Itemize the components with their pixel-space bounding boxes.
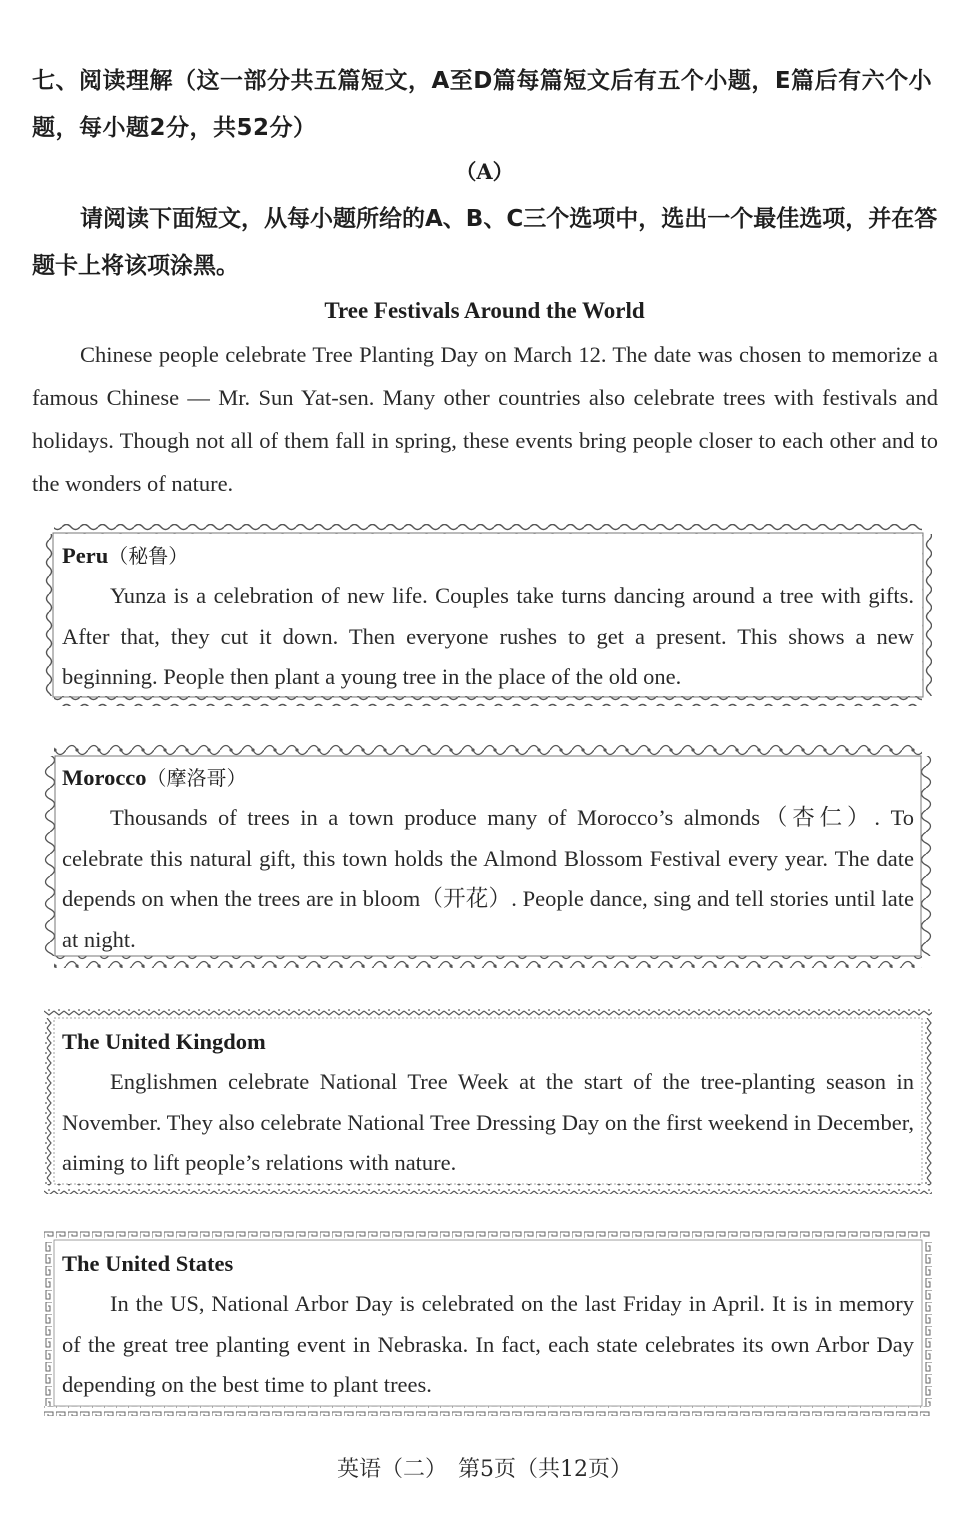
us-box bbox=[44, 1230, 932, 1416]
peru-title-cn: （秘鲁） bbox=[108, 544, 189, 568]
morocco-title-en: Morocco bbox=[62, 765, 147, 790]
us-title: The United States bbox=[62, 1251, 234, 1276]
article-title: Tree Festivals Around the World bbox=[324, 298, 645, 323]
peru-title-en: Peru bbox=[62, 543, 109, 568]
page-footer: 英语（二） 第5页（共12页） bbox=[337, 1457, 632, 1482]
morocco-title-cn: （摩洛哥） bbox=[146, 766, 247, 790]
section-heading: 七、阅读理解（这一部分共五篇短文，A至D篇每篇短文后有五个小题，E篇后有六个小题，每小题2分，共52分） bbox=[32, 68, 933, 141]
morocco-title bbox=[62, 758, 914, 798]
part-label: （A） bbox=[455, 159, 514, 184]
intro-paragraph: Chinese people celebrate Tree Planting Day on March 12. The date was chosen to memorize a famous Chinese — Mr. Sun Yat-sen. Many other countries also celebrate trees with festivals and holidays. Though not all of them fall in spring, these events bring people closer to each other and to the wonders of nature. bbox=[32, 342, 938, 496]
uk-box bbox=[44, 1008, 932, 1194]
peru-box bbox=[44, 522, 932, 708]
peru-title bbox=[62, 536, 914, 576]
uk-text: Englishmen celebrate National Tree Week at the start of the tree-planting season in November. They also celebrate National Tree Dressing Day on the first weekend in December, aiming to lift people’s relations with nature. bbox=[62, 1069, 914, 1175]
morocco-text: Thousands of trees in a town produce many of Morocco’s almonds（杏仁）. To celebrate this natural gift, this town holds the Almond Blossom Festival every year. The date depends on when the trees are in bloom（开花）. People dance, sing and tell stories until late at night. bbox=[62, 805, 914, 952]
peru-text: Yunza is a celebration of new life. Couples take turns dancing around a tree with gifts. After that, they cut it down. Then everyone rushes to get a present. This shows a new beginning. People then plant a young tree in the place of the old one. bbox=[62, 583, 914, 689]
uk-title: The United Kingdom bbox=[62, 1029, 266, 1054]
instruction-text: 请阅读下面短文，从每小题所给的A、B、C三个选项中，选出一个最佳选项，并在答题卡上将该项涂黑。 bbox=[32, 206, 938, 279]
us-text: In the US, National Arbor Day is celebrated on the last Friday in April. It is in memory of the great tree planting event in Nebraska. In fact, each state celebrates its own Arbor Day depending on the best time to plant trees. bbox=[62, 1291, 914, 1397]
morocco-box bbox=[44, 744, 932, 970]
